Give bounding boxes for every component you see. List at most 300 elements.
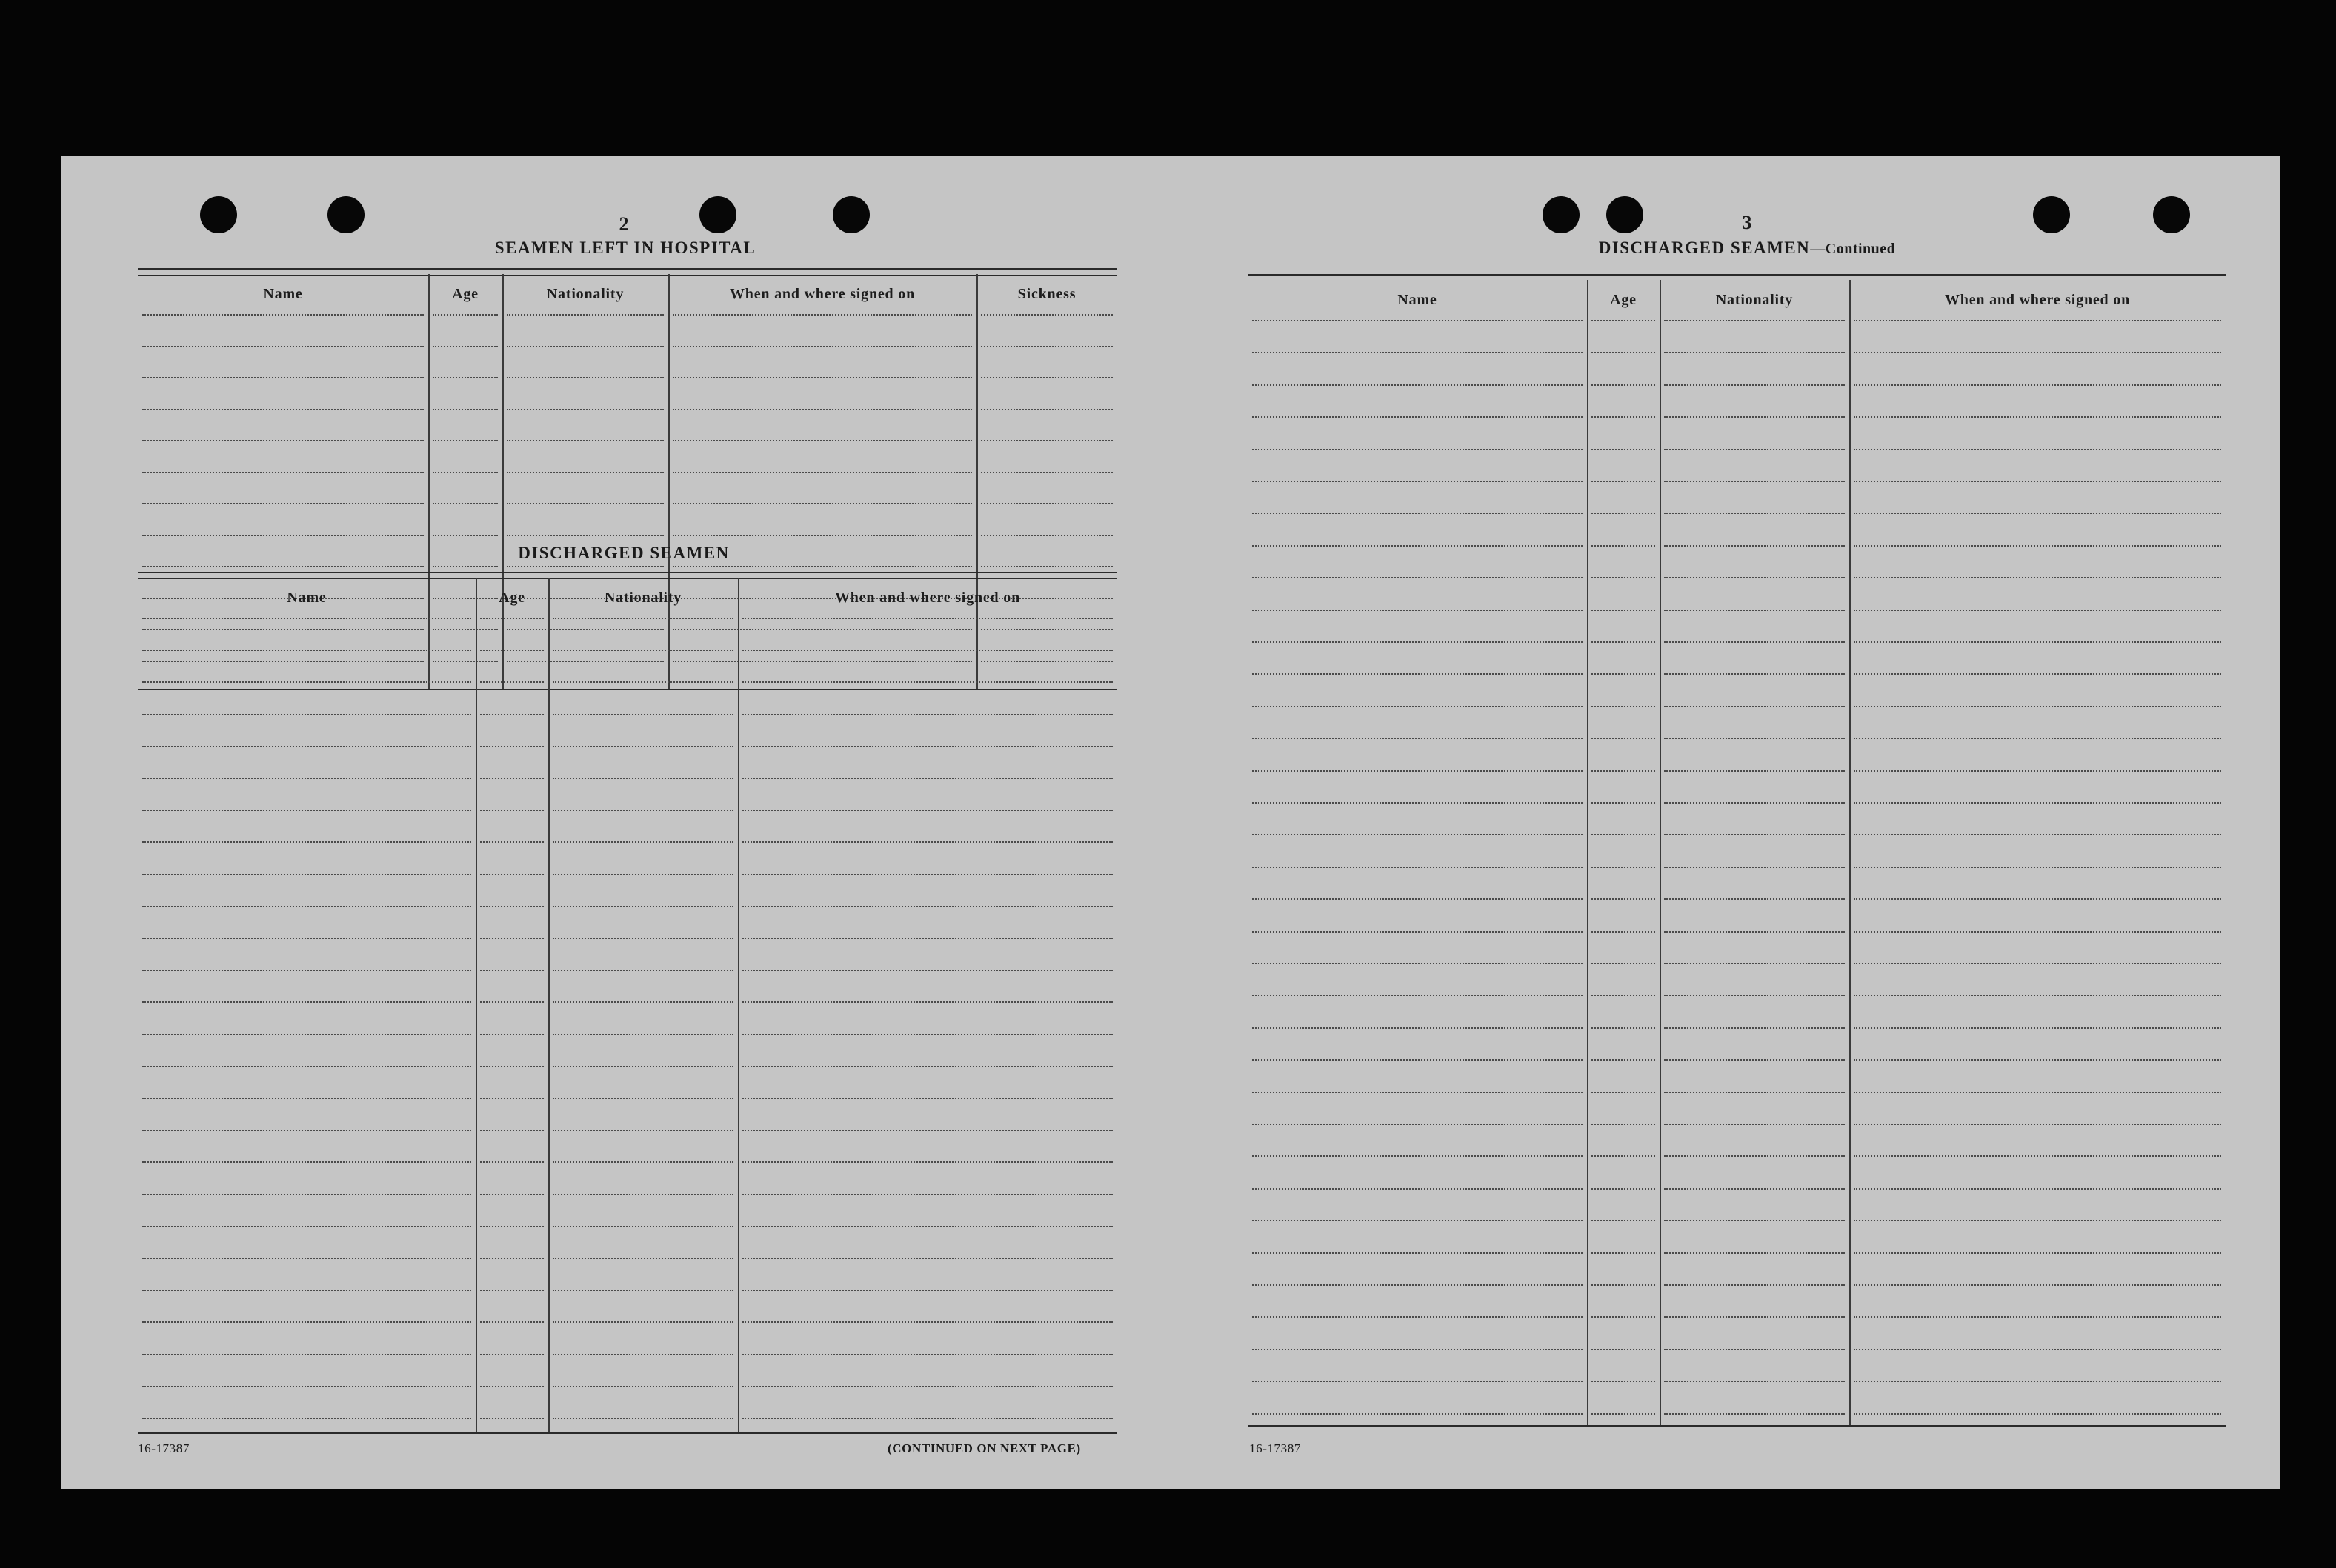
row-rule — [673, 472, 972, 473]
row-rule — [1591, 963, 1655, 964]
row-rule — [742, 1290, 1113, 1291]
table-bottom-rule — [138, 1432, 1117, 1434]
row-rule — [1252, 770, 1583, 772]
punch-hole — [2033, 196, 2070, 233]
row-rule — [142, 1418, 471, 1419]
row-rule — [142, 1321, 471, 1323]
row-rule — [142, 1354, 471, 1355]
row-rule — [1252, 1284, 1583, 1286]
row-rule — [981, 346, 1113, 347]
row-rule — [1854, 384, 2221, 386]
row-rule — [142, 618, 471, 619]
row-rule — [1664, 995, 1845, 996]
row-rule — [981, 409, 1113, 410]
row-rule — [1854, 320, 2221, 321]
row-rule — [1664, 610, 1845, 611]
row-rule — [742, 841, 1113, 843]
page-number: 2 — [619, 213, 629, 235]
row-rule — [742, 1258, 1113, 1259]
row-rule — [742, 1161, 1113, 1163]
row-rule — [673, 440, 972, 441]
row-rule — [433, 566, 498, 567]
row-rule — [1591, 1381, 1655, 1382]
row-rule — [1854, 641, 2221, 643]
row-rule — [480, 1034, 544, 1035]
row-rule — [142, 1066, 471, 1067]
row-rule — [742, 906, 1113, 907]
column-divider — [476, 578, 477, 1432]
row-rule — [480, 714, 544, 715]
row-rule — [1664, 1124, 1845, 1125]
row-rule — [1591, 770, 1655, 772]
left-page — [61, 156, 1171, 1489]
row-rule — [1854, 545, 2221, 547]
row-rule — [480, 1098, 544, 1099]
row-rule — [1664, 706, 1845, 707]
row-rule — [142, 874, 471, 875]
row-rule — [553, 874, 733, 875]
row-rule — [480, 1321, 544, 1323]
row-rule — [480, 1161, 544, 1163]
row-rule — [433, 535, 498, 536]
row-rule — [1854, 416, 2221, 418]
row-rule — [1591, 641, 1655, 643]
row-rule — [1591, 1059, 1655, 1061]
row-rule — [1854, 1092, 2221, 1093]
row-rule — [1252, 898, 1583, 900]
row-rule — [1591, 867, 1655, 868]
punch-hole — [699, 196, 736, 233]
row-rule — [742, 618, 1113, 619]
row-rule — [480, 1258, 544, 1259]
row-rule — [1854, 738, 2221, 739]
row-rule — [553, 618, 733, 619]
row-rule — [1591, 1284, 1655, 1286]
row-rule — [1854, 1059, 2221, 1061]
row-rule — [553, 1130, 733, 1131]
column-header: Nationality — [1715, 292, 1794, 308]
column-header: Sickness — [1017, 286, 1077, 302]
row-rule — [673, 535, 972, 536]
row-rule — [1854, 610, 2221, 611]
row-rule — [742, 938, 1113, 939]
punch-hole — [2153, 196, 2190, 233]
row-rule — [553, 746, 733, 747]
row-rule — [433, 409, 498, 410]
row-rule — [142, 1034, 471, 1035]
row-rule — [1854, 449, 2221, 450]
row-rule — [1252, 802, 1583, 804]
row-rule — [142, 1258, 471, 1259]
row-rule — [507, 346, 664, 347]
row-rule — [1591, 1155, 1655, 1157]
punch-hole — [833, 196, 870, 233]
row-rule — [742, 1226, 1113, 1227]
column-divider — [548, 578, 550, 1432]
row-rule — [1591, 1413, 1655, 1415]
row-rule — [1664, 898, 1845, 900]
row-rule — [553, 906, 733, 907]
row-rule — [1252, 1188, 1583, 1190]
row-rule — [142, 906, 471, 907]
row-rule — [742, 1194, 1113, 1195]
section-title-discharged: DISCHARGED SEAMEN — [518, 544, 730, 562]
row-rule — [1252, 673, 1583, 675]
row-rule — [1591, 545, 1655, 547]
row-rule — [1854, 1155, 2221, 1157]
row-rule — [1854, 673, 2221, 675]
row-rule — [1252, 1027, 1583, 1029]
row-rule — [1664, 867, 1845, 868]
row-rule — [507, 409, 664, 410]
row-rule — [1854, 867, 2221, 868]
row-rule — [1854, 481, 2221, 482]
row-rule — [1664, 834, 1845, 835]
row-rule — [1591, 513, 1655, 514]
row-rule — [1664, 1092, 1845, 1093]
row-rule — [1591, 1220, 1655, 1221]
form-number: 16-17387 — [1249, 1441, 1301, 1455]
row-rule — [1664, 1220, 1845, 1221]
column-header: Name — [287, 590, 327, 606]
row-rule — [1664, 384, 1845, 386]
row-rule — [1591, 1188, 1655, 1190]
row-rule — [1854, 1124, 2221, 1125]
row-rule — [742, 714, 1113, 715]
row-rule — [433, 346, 498, 347]
row-rule — [1252, 706, 1583, 707]
row-rule — [1252, 1381, 1583, 1382]
row-rule — [742, 1034, 1113, 1035]
row-rule — [507, 440, 664, 441]
row-rule — [553, 1418, 733, 1419]
row-rule — [1854, 770, 2221, 772]
row-rule — [1664, 1413, 1845, 1415]
row-rule — [981, 440, 1113, 441]
row-rule — [1252, 641, 1583, 643]
row-rule — [1252, 545, 1583, 547]
row-rule — [1854, 1284, 2221, 1286]
row-rule — [1854, 1027, 2221, 1029]
row-rule — [742, 1066, 1113, 1067]
row-rule — [553, 1066, 733, 1067]
row-rule — [1591, 416, 1655, 418]
row-rule — [1664, 1027, 1845, 1029]
column-header: Name — [1397, 292, 1437, 308]
row-rule — [142, 566, 424, 567]
row-rule — [1591, 673, 1655, 675]
row-rule — [981, 503, 1113, 504]
punch-hole — [1606, 196, 1643, 233]
row-rule — [1252, 320, 1583, 321]
row-rule — [1854, 1188, 2221, 1190]
row-rule — [1854, 1220, 2221, 1221]
row-rule — [742, 810, 1113, 811]
row-rule — [673, 346, 972, 347]
row-rule — [1252, 481, 1583, 482]
row-rule — [1252, 416, 1583, 418]
right-page — [1171, 156, 2280, 1489]
table-bottom-rule — [1248, 1425, 2226, 1427]
row-rule — [1591, 384, 1655, 386]
row-rule — [480, 681, 544, 683]
row-rule — [142, 681, 471, 683]
row-rule — [142, 970, 471, 971]
row-rule — [1664, 1316, 1845, 1318]
row-rule — [1664, 416, 1845, 418]
row-rule — [1591, 1092, 1655, 1093]
row-rule — [433, 472, 498, 473]
row-rule — [142, 440, 424, 441]
column-header: Age — [499, 590, 525, 606]
row-rule — [507, 472, 664, 473]
row-rule — [1591, 834, 1655, 835]
row-rule — [553, 714, 733, 715]
row-rule — [553, 681, 733, 683]
row-rule — [742, 1001, 1113, 1003]
row-rule — [981, 377, 1113, 378]
row-rule — [142, 314, 424, 316]
row-rule — [1664, 320, 1845, 321]
row-rule — [1252, 834, 1583, 835]
column-divider — [738, 578, 739, 1432]
row-rule — [1854, 1413, 2221, 1415]
row-rule — [1664, 1381, 1845, 1382]
row-rule — [1252, 867, 1583, 868]
row-rule — [553, 1226, 733, 1227]
section-title-suffix: —Continued — [1810, 241, 1896, 257]
row-rule — [480, 1066, 544, 1067]
row-rule — [553, 1386, 733, 1387]
row-rule — [480, 650, 544, 651]
row-rule — [742, 746, 1113, 747]
row-rule — [480, 1001, 544, 1003]
punch-hole — [327, 196, 365, 233]
row-rule — [1252, 963, 1583, 964]
row-rule — [507, 503, 664, 504]
row-rule — [1854, 995, 2221, 996]
row-rule — [1252, 1252, 1583, 1254]
row-rule — [1854, 931, 2221, 933]
row-rule — [142, 1098, 471, 1099]
row-rule — [142, 841, 471, 843]
row-rule — [1591, 1252, 1655, 1254]
row-rule — [1591, 802, 1655, 804]
row-rule — [480, 810, 544, 811]
row-rule — [142, 1290, 471, 1291]
row-rule — [1252, 513, 1583, 514]
section-title-main: DISCHARGED SEAMEN — [1598, 238, 1811, 257]
row-rule — [553, 1290, 733, 1291]
row-rule — [1252, 384, 1583, 386]
row-rule — [1664, 1188, 1845, 1190]
punch-hole — [200, 196, 237, 233]
row-rule — [1854, 963, 2221, 964]
section-title-discharged-continued — [1599, 238, 1896, 258]
column-divider — [1849, 280, 1851, 1425]
row-rule — [142, 810, 471, 811]
continued-note: (CONTINUED ON NEXT PAGE) — [888, 1441, 1081, 1455]
row-rule — [433, 440, 498, 441]
row-rule — [1664, 481, 1845, 482]
row-rule — [673, 566, 972, 567]
row-rule — [142, 346, 424, 347]
row-rule — [1252, 1349, 1583, 1350]
row-rule — [1854, 1381, 2221, 1382]
row-rule — [981, 535, 1113, 536]
row-rule — [142, 1161, 471, 1163]
row-rule — [1664, 931, 1845, 933]
row-rule — [480, 874, 544, 875]
row-rule — [142, 938, 471, 939]
row-rule — [981, 314, 1113, 316]
row-rule — [142, 409, 424, 410]
section-title-hospital: SEAMEN LEFT IN HOSPITAL — [494, 238, 756, 257]
row-rule — [673, 503, 972, 504]
row-rule — [742, 1418, 1113, 1419]
row-rule — [553, 1034, 733, 1035]
discharged-table-continued — [1248, 274, 2226, 1425]
row-rule — [981, 566, 1113, 567]
ledger-sheet — [61, 156, 2280, 1489]
column-header: Age — [452, 286, 479, 302]
row-rule — [673, 314, 972, 316]
row-rule — [1591, 449, 1655, 450]
row-rule — [1664, 1059, 1845, 1061]
column-divider — [1587, 280, 1588, 1425]
row-rule — [673, 409, 972, 410]
row-rule — [1664, 802, 1845, 804]
row-rule — [1854, 706, 2221, 707]
column-header: Nationality — [604, 590, 682, 606]
row-rule — [480, 1354, 544, 1355]
row-rule — [142, 1001, 471, 1003]
row-rule — [1591, 931, 1655, 933]
row-rule — [553, 650, 733, 651]
row-rule — [1664, 1349, 1845, 1350]
row-rule — [507, 566, 664, 567]
row-rule — [1664, 1155, 1845, 1157]
row-rule — [1664, 449, 1845, 450]
row-rule — [673, 377, 972, 378]
row-rule — [1664, 545, 1845, 547]
row-rule — [553, 810, 733, 811]
row-rule — [1591, 738, 1655, 739]
row-rule — [1664, 513, 1845, 514]
row-rule — [1591, 577, 1655, 578]
row-rule — [1252, 738, 1583, 739]
row-rule — [480, 938, 544, 939]
row-rule — [1591, 352, 1655, 353]
column-header: Nationality — [546, 286, 625, 302]
row-rule — [1591, 320, 1655, 321]
row-rule — [1252, 1124, 1583, 1125]
row-rule — [553, 970, 733, 971]
row-rule — [553, 841, 733, 843]
column-divider — [1660, 280, 1661, 1425]
row-rule — [1854, 352, 2221, 353]
row-rule — [480, 1194, 544, 1195]
page-number: 3 — [1742, 212, 1752, 233]
row-rule — [480, 970, 544, 971]
row-rule — [433, 314, 498, 316]
row-rule — [1252, 1092, 1583, 1093]
row-rule — [981, 472, 1113, 473]
row-rule — [1664, 770, 1845, 772]
row-rule — [553, 1161, 733, 1163]
row-rule — [742, 1354, 1113, 1355]
row-rule — [742, 1130, 1113, 1131]
row-rule — [1664, 577, 1845, 578]
row-rule — [507, 535, 664, 536]
punch-hole — [1543, 196, 1580, 233]
row-rule — [1854, 577, 2221, 578]
row-rule — [1664, 1252, 1845, 1254]
row-rule — [142, 650, 471, 651]
row-rule — [480, 618, 544, 619]
row-rule — [1252, 931, 1583, 933]
row-rule — [142, 746, 471, 747]
row-rule — [507, 314, 664, 316]
row-rule — [553, 778, 733, 779]
row-rule — [1664, 738, 1845, 739]
row-rule — [1252, 577, 1583, 578]
row-rule — [142, 714, 471, 715]
row-rule — [142, 1226, 471, 1227]
row-rule — [1591, 706, 1655, 707]
row-rule — [480, 1226, 544, 1227]
row-rule — [742, 874, 1113, 875]
row-rule — [1252, 610, 1583, 611]
row-rule — [553, 1321, 733, 1323]
row-rule — [480, 1386, 544, 1387]
row-rule — [480, 778, 544, 779]
row-rule — [1252, 1316, 1583, 1318]
row-rule — [433, 377, 498, 378]
row-rule — [1854, 1316, 2221, 1318]
row-rule — [507, 377, 664, 378]
row-rule — [1252, 995, 1583, 996]
row-rule — [1252, 352, 1583, 353]
row-rule — [480, 746, 544, 747]
row-rule — [1252, 1155, 1583, 1157]
column-header: Age — [1610, 292, 1637, 308]
column-header: Name — [263, 286, 303, 302]
row-rule — [1854, 1252, 2221, 1254]
row-rule — [742, 1386, 1113, 1387]
row-rule — [742, 1321, 1113, 1323]
row-rule — [142, 778, 471, 779]
row-rule — [742, 681, 1113, 683]
row-rule — [480, 841, 544, 843]
row-rule — [1591, 1349, 1655, 1350]
row-rule — [480, 1290, 544, 1291]
row-rule — [480, 1130, 544, 1131]
row-rule — [742, 1098, 1113, 1099]
row-rule — [142, 503, 424, 504]
row-rule — [1591, 898, 1655, 900]
row-rule — [1854, 513, 2221, 514]
row-rule — [742, 650, 1113, 651]
row-rule — [1854, 898, 2221, 900]
row-rule — [1854, 802, 2221, 804]
row-rule — [553, 1354, 733, 1355]
row-rule — [1664, 963, 1845, 964]
row-rule — [1252, 1220, 1583, 1221]
row-rule — [553, 1001, 733, 1003]
row-rule — [1854, 1349, 2221, 1350]
row-rule — [1664, 673, 1845, 675]
